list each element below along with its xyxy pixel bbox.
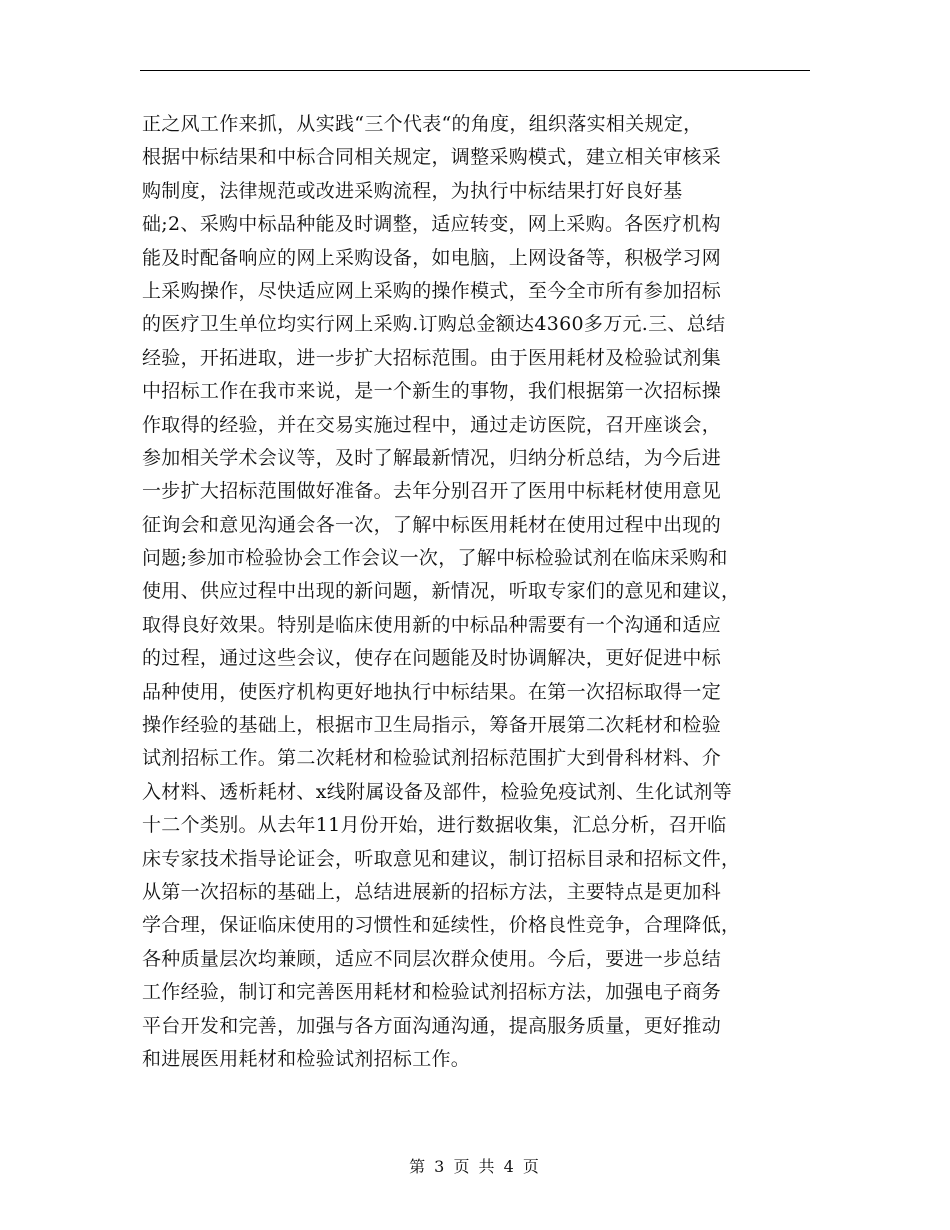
text-line: 的过程，通过这些会议，使存在问题能及时协调解决，更好促进中标	[142, 647, 722, 670]
text-line: 平台开发和完善，加强与各方面沟通沟通，提高服务质量，更好推动	[142, 1014, 722, 1037]
document-body	[142, 108, 822, 1076]
text-line: 的医疗卫生单位均实行网上采购.订购总金额达4360多万元.三、总结	[142, 313, 726, 336]
text-line: 础;2、采购中标品种能及时调整，适应转变，网上采购。各医疗机构	[142, 213, 721, 236]
text-line: 作取得的经验，并在交易实施过程中，通过走访医院，召开座谈会，	[142, 413, 722, 436]
text-line: 上采购操作，尽快适应网上采购的操作模式，至今全市所有参加招标	[142, 279, 722, 302]
header-rule	[140, 70, 810, 71]
text-line: 正之风工作来抓，从实践“三个代表“的角度，组织落实相关规定，	[142, 113, 703, 135]
text-line: 试剂招标工作。第二次耗材和检验试剂招标范围扩大到骨科材料、介	[142, 747, 722, 770]
text-line: 征询会和意见沟通会各一次，了解中标医用耗材在使用过程中出现的	[142, 513, 722, 536]
text-line: 从第一次招标的基础上，总结进展新的招标方法，主要特点是更加科	[142, 880, 722, 903]
text-line: 和进展医用耗材和检验试剂招标工作。	[142, 1047, 471, 1070]
text-line: 一步扩大招标范围做好准备。去年分别召开了医用中标耗材使用意见	[142, 480, 722, 503]
text-line: 使用、供应过程中出现的新问题，新情况，听取专家们的意见和建议，	[142, 580, 741, 603]
text-line: 品种使用，使医疗机构更好地执行中标结果。在第一次招标取得一定	[142, 680, 722, 703]
text-line: 中招标工作在我市来说，是一个新生的事物，我们根据第一次招标操	[142, 380, 722, 403]
text-line: 购制度，法律规范或改进采购流程，为执行中标结果打好良好基	[142, 179, 683, 202]
text-line: 床专家技术指导论证会，听取意见和建议，制订招标目录和招标文件，	[142, 847, 741, 870]
text-line: 根据中标结果和中标合同相关规定，调整采购模式，建立相关审核采	[142, 146, 722, 169]
text-line: 学合理，保证临床使用的习惯性和延续性，价格良性竞争，合理降低，	[142, 914, 741, 937]
text-line: 入材料、透析耗材、x线附属设备及部件，检验免疫试剂、生化试剂等	[142, 780, 733, 803]
text-line: 能及时配备响应的网上采购设备，如电脑，上网设备等，积极学习网	[142, 246, 722, 269]
text-line: 十二个类别。从去年11月份开始，进行数据收集，汇总分析，召开临	[142, 814, 727, 837]
text-line: 问题;参加市检验协会工作会议一次，了解中标检验试剂在临床采购和	[142, 547, 728, 570]
text-line: 经验，开拓进取，进一步扩大招标范围。由于医用耗材及检验试剂集	[142, 346, 722, 369]
text-line: 操作经验的基础上，根据市卫生局指示，筹备开展第二次耗材和检验	[142, 714, 722, 737]
text-line: 取得良好效果。特别是临床使用新的中标品种需要有一个沟通和适应	[142, 613, 722, 636]
text-line: 各种质量层次均兼顾，适应不同层次群众使用。今后，要进一步总结	[142, 947, 722, 970]
page-number: 第 3 页 共 4 页	[409, 1157, 541, 1176]
text-line: 工作经验，制订和完善医用耗材和检验试剂招标方法，加强电子商务	[142, 981, 722, 1004]
text-line: 参加相关学术会议等，及时了解最新情况，归纳分析总结，为今后进	[142, 446, 722, 469]
